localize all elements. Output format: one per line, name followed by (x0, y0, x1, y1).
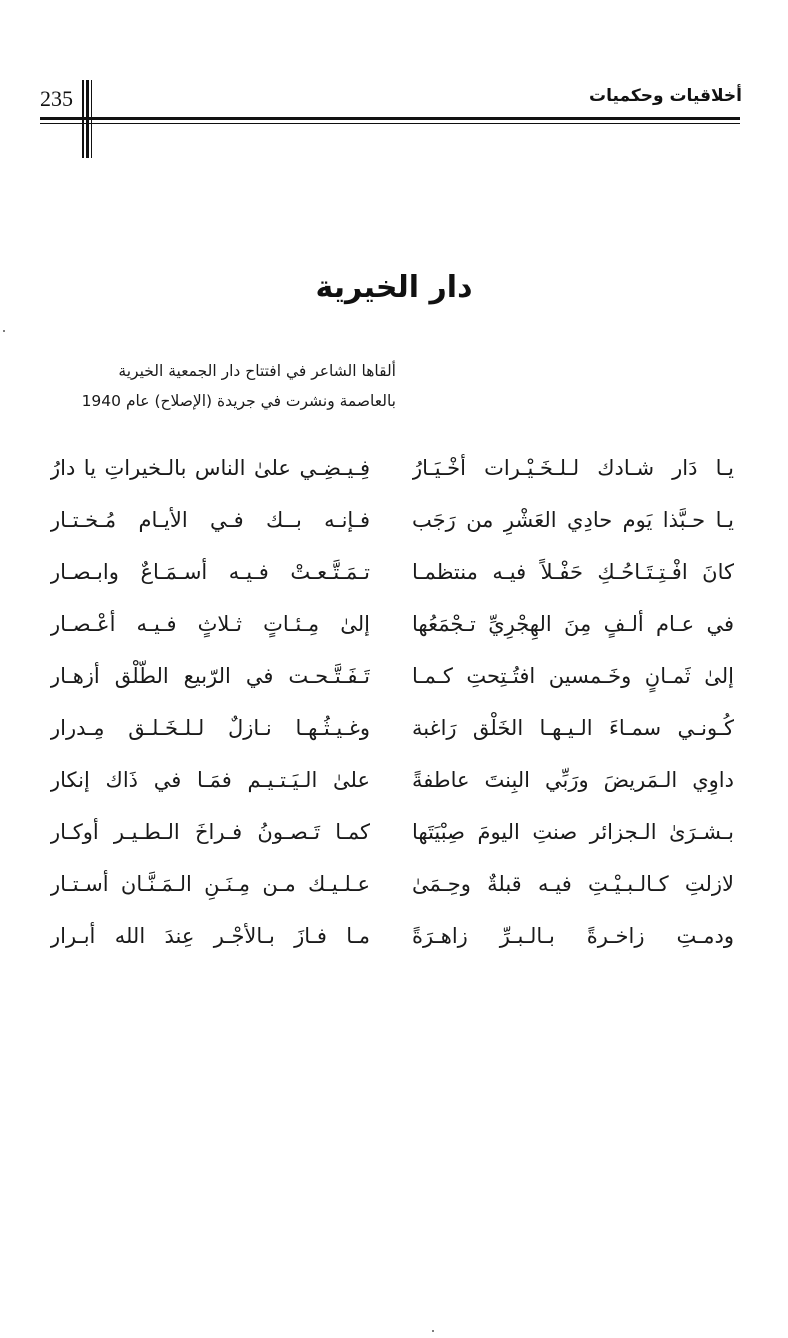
verse-second-hemistich: مـا فـازَ بـالأجْـر عِندَ الله أبـرار (50, 924, 370, 948)
verse-second-hemistich: تـمَـتَّـعـتْ فـيـه أسـمَـاعٌ وابـصـار (50, 560, 370, 584)
verse-first-hemistich: يـا حـبَّذا يَوم حادِي العَشْرِ من رَجَب (412, 508, 734, 532)
vertical-rule (86, 80, 89, 158)
verse-first-hemistich: ودمـتِ زاخـرةً بـالـبـرِّ زاهـرَةً (412, 924, 734, 948)
verse-row (0, 914, 788, 966)
poem-intro (36, 356, 396, 416)
verse-second-hemistich: تَـفَـتَّـحـت في الرّبيع الطّلْق أزهـار (50, 664, 370, 688)
verse-row (0, 498, 788, 550)
verse-first-hemistich: داوِي الـمَريضَ ورَبِّي البِنتَ عاطفةً (412, 768, 734, 792)
verse-row (0, 758, 788, 810)
verse-row (0, 862, 788, 914)
verse-row (0, 602, 788, 654)
verse-second-hemistich: وغـيـثُـهـا نـازلٌ لـلـخَـلـق مِـدرار (50, 716, 370, 740)
verse-second-hemistich: كمـا تَـصـونُ فـراخَ الـطـيـر أوكـار (50, 820, 370, 844)
verse-first-hemistich: إلىٰ ثَمـانٍ وخَـمسين افتُـتِحتِ كـمـا (412, 664, 734, 688)
verse-first-hemistich: لازلتِ كـالـبـيْـتِ فيـه قبلةٌ وحِـمَىٰ (412, 872, 734, 896)
verse-row (0, 446, 788, 498)
verse-row (0, 654, 788, 706)
header-rule (40, 117, 740, 120)
running-header: أخلاقيات وحكميات (589, 86, 742, 106)
verse-row (0, 810, 788, 862)
scan-speck (3, 330, 5, 332)
header-rule-thin (40, 123, 740, 124)
vertical-rule (91, 80, 92, 158)
intro-line: بالعاصمة ونشرت في جريدة (الإصلاح) عام 1940 (81, 392, 396, 410)
vertical-rule (82, 80, 84, 158)
verse-second-hemistich: فِـيـضِـي علىٰ الناس بالـخيراتِ يا دارُ (50, 456, 370, 480)
verse-first-hemistich: كُـونـي سمـاءَ الـيـهـا الخَلْق رَاغبة (412, 716, 734, 740)
verse-first-hemistich: كانَ افْـتِـتَـاحُـكِ حَفْـلاً فيـه منتظمـا (412, 560, 734, 584)
verse-row (0, 706, 788, 758)
verse-second-hemistich: فـإنـه بــك فـي الأيـام مُـخـتـار (50, 508, 370, 532)
verse-row (0, 550, 788, 602)
poem-title: دار الخيرية (315, 270, 473, 305)
intro-line: ألقاها الشاعر في افتتاح دار الجمعية الخيرية (118, 362, 396, 380)
verse-second-hemistich: علىٰ الـيَـتـيـم فمَـا في ذَاك إنكار (50, 768, 370, 792)
verse-first-hemistich: في عـام ألـفٍ مِنَ الهِجْرِيِّ تـجْمَعُها (412, 612, 734, 636)
verse-second-hemistich: عـلـيـك مـن مِـنَـنِ الـمَـنَّـان أسـتـار (50, 872, 370, 896)
verse-second-hemistich: إلىٰ مِـئـاتٍ ثـلاثٍ فـيـه أعْـصـار (50, 612, 370, 636)
verse-first-hemistich: بـشـرَىٰ الـجزائر صنتِ اليومَ صِبْيَتَها (412, 820, 734, 844)
verse-first-hemistich: يـا دَار شـادك لـلـخَـيْـرات أخْـيَـارُ (412, 456, 734, 480)
scan-speck (432, 1330, 434, 1332)
page-number: 235 (40, 86, 73, 111)
